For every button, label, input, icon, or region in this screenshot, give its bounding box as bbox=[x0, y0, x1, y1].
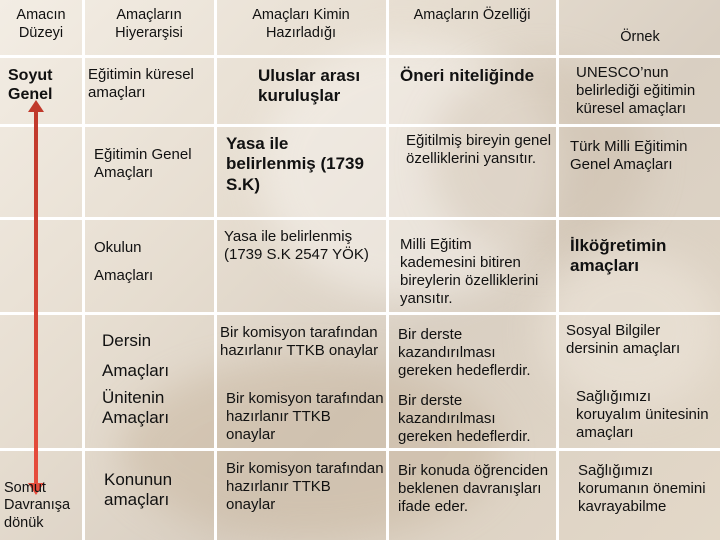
feature-cell: Bir derste kazandırılması gereken hedeflerdir. bbox=[398, 326, 531, 379]
feature-cell: Bir derste kazandırılması gereken hedeflerdir. bbox=[398, 392, 531, 445]
hierarchy-cell: Okulun Amaçları bbox=[94, 239, 154, 284]
hierarchy-cell: Konunun amaçları bbox=[104, 470, 173, 510]
row-divider bbox=[0, 124, 720, 127]
example-cell: İlköğretimin amaçları bbox=[570, 236, 667, 276]
column-divider bbox=[556, 0, 559, 540]
row-divider bbox=[0, 448, 720, 451]
hierarchy-cell: Ünitenin Amaçları bbox=[102, 388, 170, 428]
row-divider bbox=[0, 312, 720, 315]
column-divider bbox=[82, 0, 85, 540]
hierarchy-cell: Eğitimin Genel Amaçları bbox=[94, 146, 192, 181]
example-cell: Sağlığımızı korumanın önemini kavrayabilme bbox=[578, 462, 706, 515]
abstract-concrete-arrow bbox=[34, 110, 38, 485]
header-level: Amacın Düzeyi bbox=[16, 7, 66, 42]
hierarchy-cell: Dersin Amaçları bbox=[102, 331, 170, 380]
header-example: Örnek bbox=[620, 29, 660, 45]
header-hierarchy: Amaçların Hiyerarşisi bbox=[115, 7, 183, 42]
axis-bottom-label: Somut Davranışa dönük bbox=[4, 480, 71, 531]
feature-cell: Bir konuda öğrenciden beklenen davranışları ifade eder. bbox=[398, 462, 549, 515]
feature-cell: Milli Eğitim kademesini bitiren bireylerin özelliklerini yansıtır. bbox=[400, 236, 539, 307]
column-divider bbox=[386, 0, 389, 540]
column-divider bbox=[214, 0, 217, 540]
header-who-prepares: Amaçları Kimin Hazırladığı bbox=[252, 7, 350, 42]
row-divider bbox=[0, 217, 720, 220]
who-cell: Bir komisyon tarafından hazırlanır TTKB onaylar bbox=[226, 390, 384, 443]
example-cell: Sosyal Bilgiler dersinin amaçları bbox=[566, 322, 681, 357]
who-cell: Yasa ile belirlenmiş (1739 S.K 2547 YÖK) bbox=[224, 228, 369, 263]
who-cell: Yasa ile belirlenmiş (1739 S.K) bbox=[226, 134, 364, 194]
row-divider bbox=[0, 55, 720, 58]
hierarchy-cell: Eğitimin küresel amaçları bbox=[88, 66, 194, 101]
who-cell: Bir komisyon tarafından hazırlanır TTKB onaylar bbox=[226, 460, 384, 513]
example-cell: UNESCO’nun belirlediği eğitimin küresel amaçları bbox=[576, 64, 696, 117]
feature-cell: Eğitilmiş bireyin genel özelliklerini yansıtır. bbox=[406, 132, 552, 167]
example-cell: Türk Milli Eğitimin Genel Amaçları bbox=[570, 138, 688, 173]
who-cell: Bir komisyon tarafından hazırlanır TTKB onaylar bbox=[220, 324, 379, 359]
feature-cell: Öneri niteliğinde bbox=[400, 66, 535, 85]
header-feature: Amaçların Özelliği bbox=[413, 7, 531, 23]
who-cell: Uluslar arası kuruluşlar bbox=[258, 66, 361, 106]
axis-top-label: Soyut Genel bbox=[8, 67, 53, 104]
example-cell: Sağlığımızı koruyalım ünitesinin amaçları bbox=[576, 388, 709, 441]
